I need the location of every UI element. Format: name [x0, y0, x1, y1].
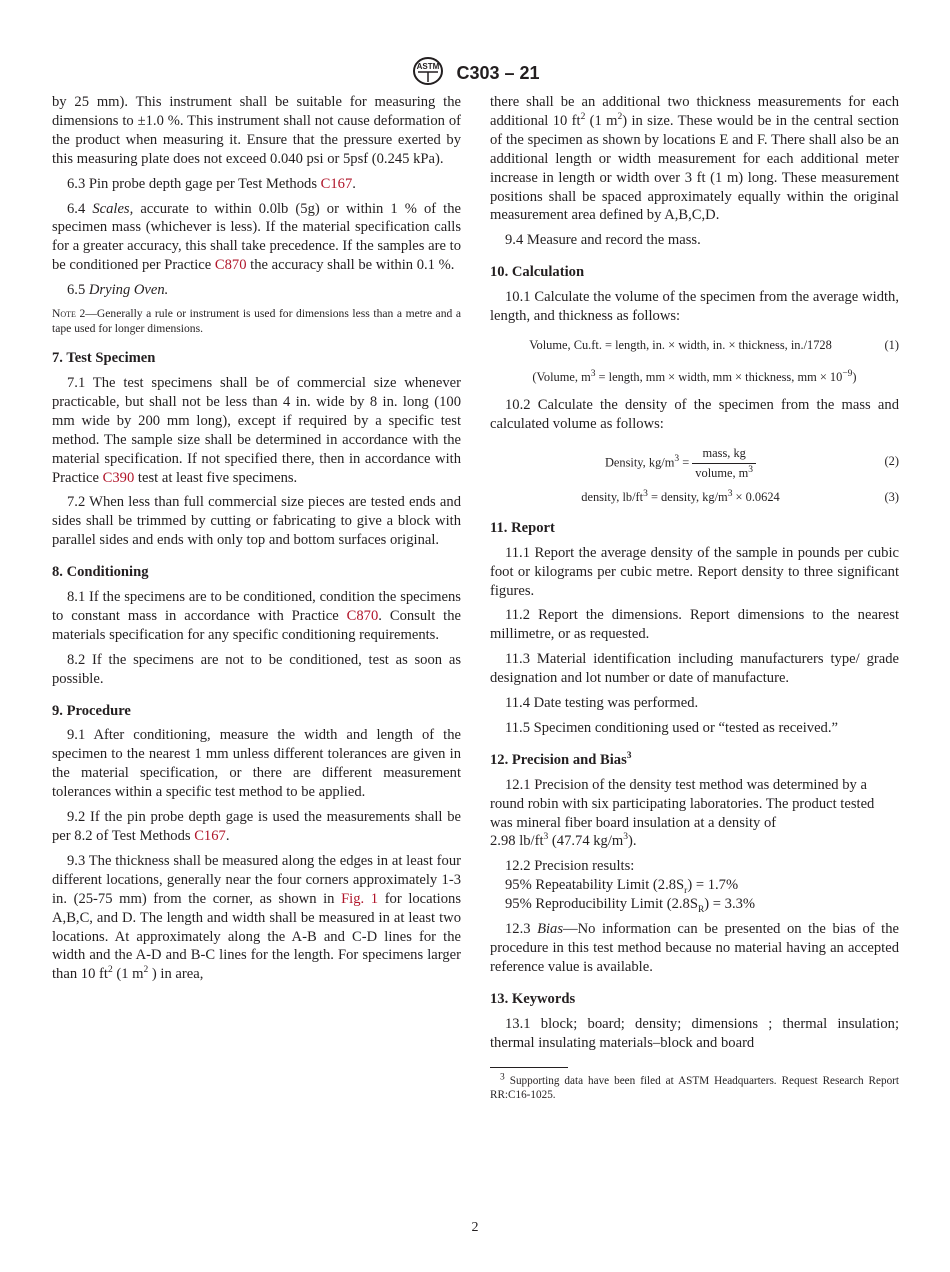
document-code: C303 – 21	[456, 63, 540, 83]
section-12-heading: 12. Precision and Bias$^3$	[490, 750, 632, 768]
paragraph-7-1: 7.1 The test specimens shall be of commercial size whenever practicable, but shall not be less than 4 in. wide by 8 in. long (100 mm wide by 200 mm long), except if required by a specific test method. The sample size shall be determined in accordance with the material specification. If not specified there, then in accordance with Practice C390 test at least five specimens.	[52, 374, 461, 486]
equation-1: Volume, Cu.ft. = length, in. × width, in. × thickness, in./1728 (1)	[490, 336, 899, 354]
footnote-3: $^3$ Supporting data have been filed at ASTM Headquarters. Request Research Report RR:C16-1025.	[490, 1071, 899, 1102]
paragraph-6-3: 6.3 Pin probe depth gage per Test Methods C167.	[67, 175, 356, 192]
footnote-divider	[490, 1067, 568, 1068]
left-column	[52, 93, 461, 990]
link-c167[interactable]: C167	[320, 175, 353, 192]
paragraph-9-3: 9.3 The thickness shall be measured along the edges in at least four different locations, generally near the four corners approximately 1-3 in. (25-75 mm) from the corner, as shown in Fig. 1 for locations A,B,C, and D. The length and width shall be measured in at least two locations. At approximately along the A-B and C-D lines for the width and the A-D and B-C lines for the length. For specimens larger than 10 $ft^2$ (1 $m^2$ ) in area,	[52, 852, 462, 983]
link-c870[interactable]: C870	[214, 257, 247, 274]
paragraph-6-5: 6.5 Drying Oven.	[67, 282, 169, 299]
section-7-heading: 7. Test Specimen	[52, 350, 156, 367]
page-number: 2	[471, 1220, 479, 1235]
equation-3: density, $lb/ft^3$ = density, $kg/m^3 \times 0.0624$ (3)	[490, 488, 899, 506]
paragraph-8-2: 8.2 If the specimens are not to be conditioned, test as soon as possible.	[52, 651, 461, 687]
link-c167-2[interactable]: C167	[194, 828, 226, 844]
paragraph-13-1: 13.1 block; board; density; dimensions ; thermal insulation; thermal insulating materials–block and board	[490, 1015, 899, 1051]
link-c870-2[interactable]: C870	[346, 607, 379, 624]
paragraph-11-4: 11.4 Date testing was performed.	[505, 695, 699, 712]
paragraph-11-1: 11.1 Report the average density of the sample in pounds per cubic foot or kilograms per cubic metre. Report density to three significant figures.	[490, 544, 899, 599]
section-11-heading: 11. Report	[490, 519, 555, 536]
paragraph-12-3: 12.3 Bias—No information can be presented on the bias of the procedure in this test method because no material having an accepted reference value is available.	[490, 921, 900, 975]
section-8-heading: 8. Conditioning	[52, 564, 149, 581]
page-header	[0, 56, 950, 91]
repeatability-limit: 95% Repeatability Limit $(2.8S_r) = 1.7\%$	[505, 877, 739, 897]
paragraph-8-1: 8.1 If the specimens are to be conditioned, condition the specimens to constant mass in accordance with Practice C870. Consult the materials specification for any specific conditioning requirements.	[52, 589, 462, 643]
paragraph-9-4: 9.4 Measure and record the mass.	[505, 232, 701, 249]
paragraph-11-2: 11.2 Report the dimensions. Report dimensions to the nearest millimetre, or as requested.	[490, 607, 899, 643]
paragraph-7-2: 7.2 When less than full commercial size pieces are tested ends and sides shall be trimmed by cutting or fabricating to give a block with parallel sides and ends with only top and bottom surfaces original.	[52, 494, 461, 549]
paragraph-6-4: 6.4 Scales, accurate to within 0.0lb (5g) or within 1 % of the specimen mass (whichever is less). If the material specification calls for a greater accuracy, this shall take precedence. If the samples are to be conditioned per Practice C870 the accuracy shall be within 0.1 %.	[52, 200, 461, 274]
paragraph-10-2: 10.2 Calculate the density of the specimen from the mass and calculated volume as follows:	[490, 396, 899, 432]
footnote-ref-3[interactable]: 3	[626, 750, 632, 761]
equation-2-fraction: $\frac{\text{mass, kg}}{volume, m^3}$	[692, 444, 756, 483]
link-c390[interactable]: C390	[102, 469, 135, 486]
equation-1-number: (1)	[884, 337, 899, 352]
equation-2-number: (2)	[884, 453, 899, 468]
paragraph-12-2: 12.2 Precision results: 95% Repeatability Limit $(2.8S_r) = 1.7\%$ 95% Reproducibility Limit $(2.8S_R) = 3.3\%$	[490, 857, 899, 914]
astm-logo-icon	[410, 56, 446, 91]
equation-3-number: (3)	[884, 489, 899, 504]
section-9-heading: 9. Procedure	[52, 702, 131, 719]
right-column	[490, 93, 899, 1103]
paragraph-9-1: 9.1 After conditioning, measure the width and length of the specimen to the nearest 1 mm unless different tolerances are given in the material specification, or there are different measurement tolerances within a specific test method to be applied.	[52, 727, 461, 801]
paragraph-11-3: 11.3 Material identification including manufacturers type/ grade designation and lot number or date of manufacture.	[490, 651, 899, 687]
paragraph-10-1: 10.1 Calculate the volume of the specimen from the average width, length, and thickness as follows:	[490, 289, 899, 325]
equation-1-metric: (Volume, $m^3$ = length, mm × width, mm × thickness, mm × $10^{-9}$)	[532, 368, 857, 384]
equation-2: Density, $kg/m^3$ = $\frac{\text{mass, kg}}{volume, m^3}$ (2)	[490, 444, 899, 478]
section-10-heading: 10. Calculation	[490, 264, 585, 281]
section-13-heading: 13. Keywords	[490, 990, 576, 1007]
link-fig-1[interactable]: Fig. 1	[341, 890, 379, 907]
reproducibility-limit: 95% Reproducibility Limit $(2.8S_R) = 3.3\%$	[505, 896, 756, 916]
note-2: Note 2—Generally a rule or instrument is used for dimensions less than a metre and a tape used for longer dimensions.	[52, 307, 461, 336]
paragraph-9-2: 9.2 If the pin probe depth gage is used the measurements shall be per 8.2 of Test Methods C167.	[52, 809, 461, 844]
logo-text: ASTM	[417, 62, 440, 71]
paragraph-12-1: 12.1 Precision of the density test method was determined by a round robin with six participating laboratories. The product tested was mineral fiber board insulation at a density of 2.98 $lb/ft^3$ (47.74 $kg/m^3$).	[490, 776, 875, 850]
paragraph-top: by 25 mm). This instrument shall be suitable for measuring the dimensions to ±1.0 %. This instrument shall not cause deformation of the product when measuring it. Ensure that the pressure exerted by this measuring plate does not exceed 0.040 psi or 5psf (0.245 kPa).	[52, 94, 461, 167]
paragraph-9-3-continued: there shall be an additional two thickness measurements for each additional 10 $ft^2$ (1 $m^2$) in size. These would be in the central section of the specimen as shown by locations E and F. There shall also be an additional length or width measurement for each additional meter increase in length or width over 3 ft (1 m) long. These measurement positions shall be spaced approximately equally within the original measurement area defined by A,B,C,D.	[490, 94, 899, 224]
paragraph-11-5: 11.5 Specimen conditioning used or “tested as received.”	[505, 719, 838, 736]
